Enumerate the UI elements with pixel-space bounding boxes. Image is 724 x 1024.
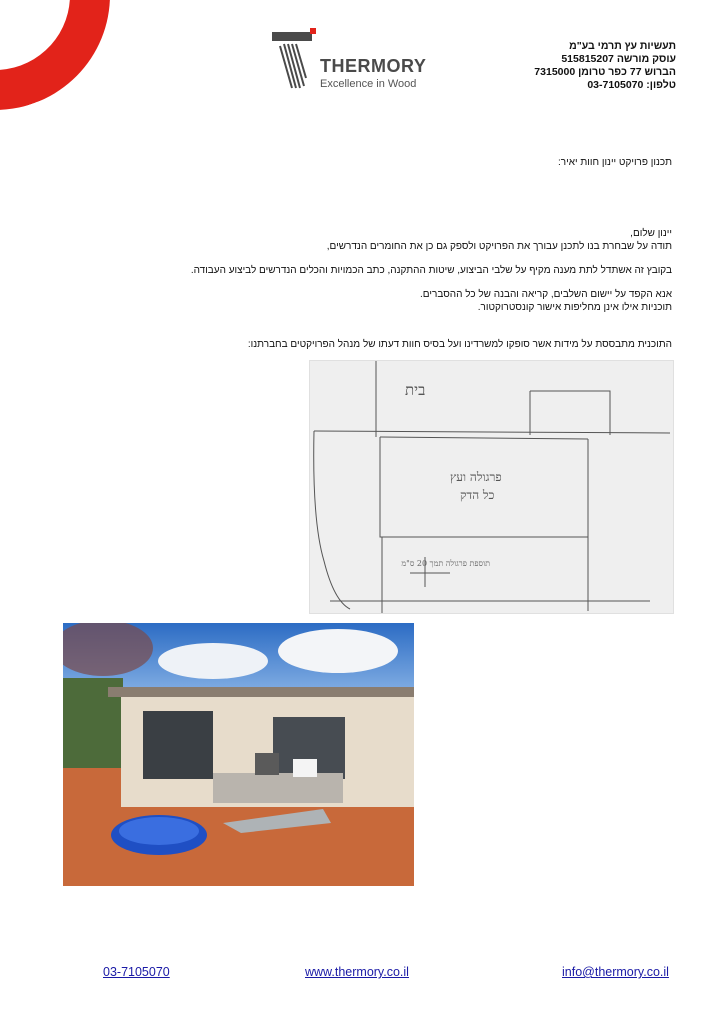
footer-website-link[interactable]: www.thermory.co.il [305,965,409,979]
company-details [534,40,676,92]
sketch-deck-label-2: כל הדק [460,488,495,502]
letter-paragraph-3a: אנא הקפד על יישום השלבים, קריאה והבנה של כל ההסברים. [420,289,672,300]
company-name: תעשיות עץ תרמי בע"מ [569,40,676,52]
logo-name: THERMORY [320,56,427,76]
site-photo [63,623,414,886]
letter-paragraph-3b: תוכניות אילו אינן מחליפות אישור קונסטרוקטור. [477,302,672,313]
footer-email-link[interactable]: info@thermory.co.il [562,965,669,979]
letter-paragraph-2: בקובץ זה אשתדל לתת מענה מקיף על שלבי הביצוע, שיטות ההתקנה, כתב הכמויות והכלים הנדרשים לביצוע העבודה. [190,265,672,276]
thermory-logo [272,28,432,98]
company-phone: טלפון: 03-7105070 [587,79,676,91]
logo-mark-icon [272,28,316,90]
site-photo-illustration [63,623,414,886]
logo-tagline: Excellence in Wood [320,78,417,90]
letter-paragraph-4: התוכנית מתבססת על מידות אשר סופקו למשרדינו ועל בסיס חוות דעתו של מנהל הפרויקטים בחברתנו: [247,339,672,350]
sketch-note: תוספת פרגולה תמך 20 ס"מ [401,559,490,568]
footer-phone-link[interactable]: 03-7105070 [103,965,170,979]
corner-decoration [0,0,142,142]
letter-paragraph-1: תודה על שבחרת בנו לתכנן עבורך את הפרויקט ולספק גם כן את החומרים הנדרשים, [326,241,672,252]
hand-drawn-plan-image [309,360,674,614]
letter-greeting: יינון שלום, [630,228,672,239]
plan-sketch-drawing [310,361,673,613]
company-registration: עוסק מורשה 515815207 [561,53,676,65]
sketch-house-label: בית [405,381,426,399]
sketch-deck-label-1: פרגולה ועץ [450,470,502,484]
company-address: הברוש 77 כפר טרומן 7315000 [534,66,676,78]
letter-subject: תכנון פרויקט יינון חוות יאיר: [558,157,672,168]
